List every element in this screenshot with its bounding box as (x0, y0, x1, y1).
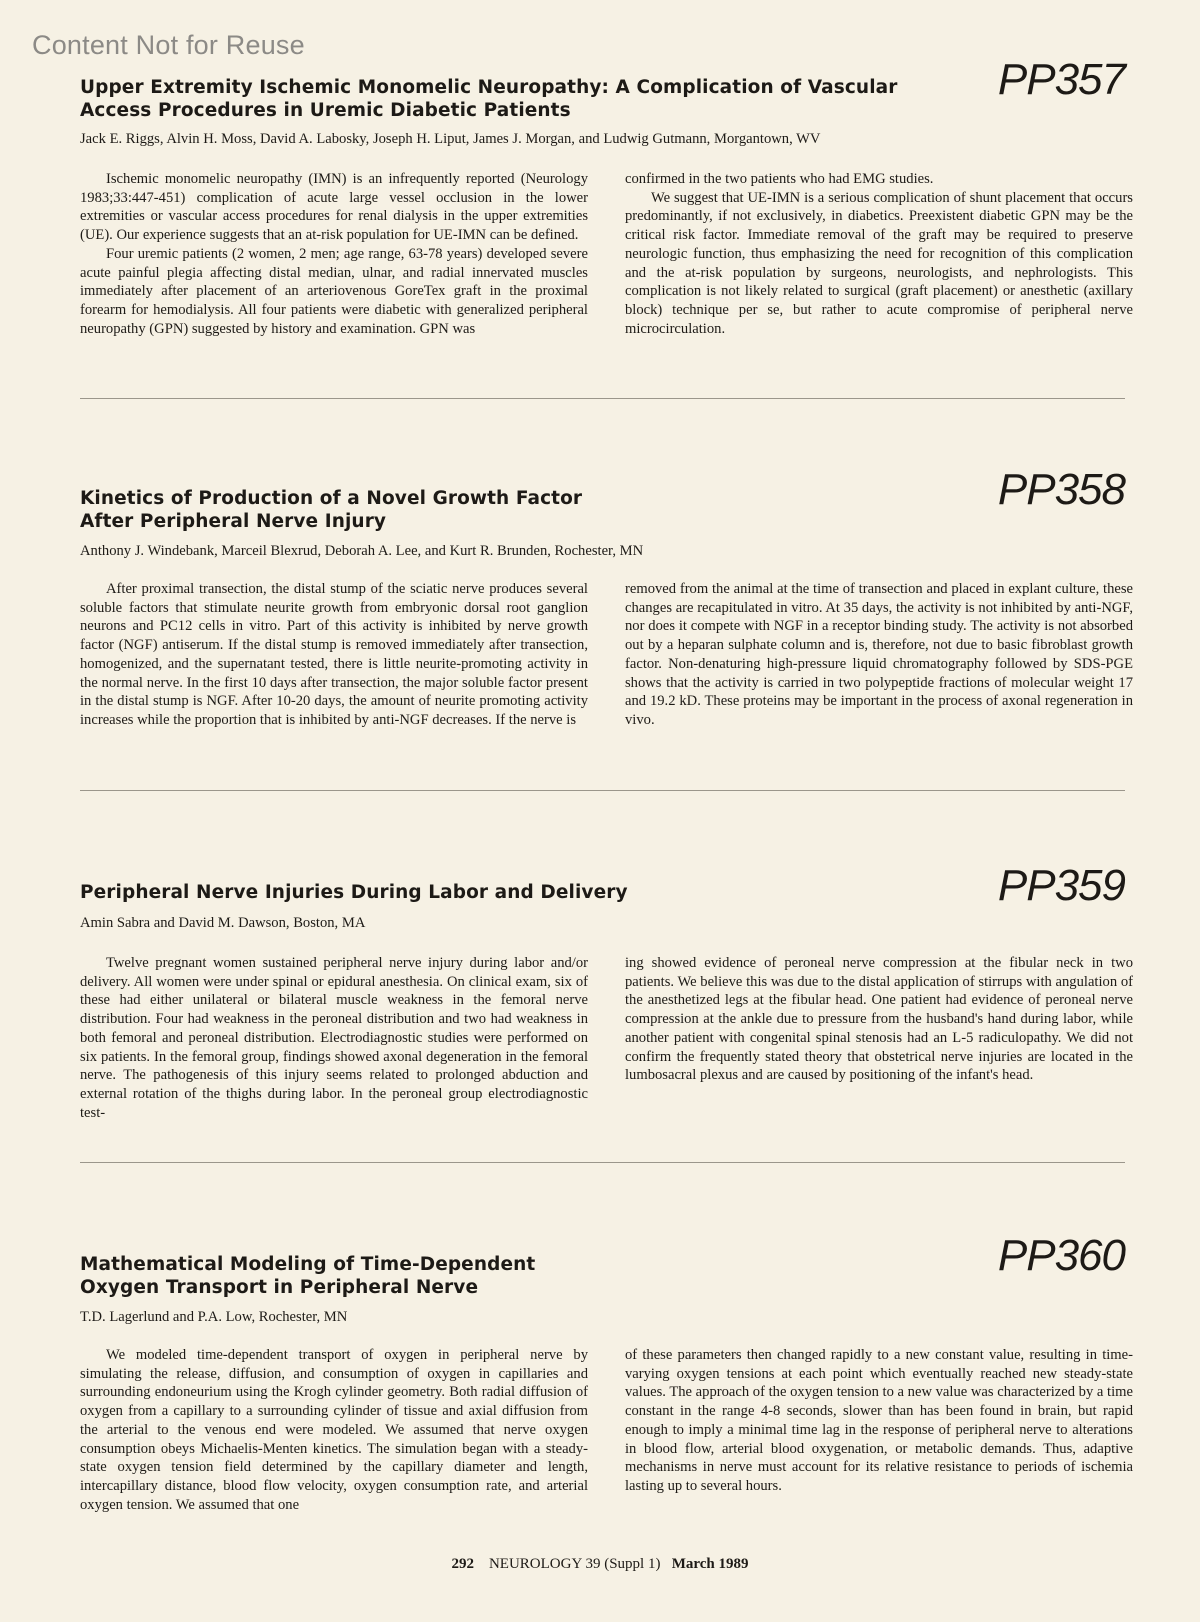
abstract-pp358 (80, 462, 1133, 782)
abstract-number: PP357 (997, 55, 1125, 104)
abstract-right-column (625, 170, 1133, 338)
abstract-paragraph: Ischemic monomelic neuropathy (IMN) is an infrequently reported (Neurology 1983;33:447-451) complication of acute large vessel occlusion in the lower extremities or vascular access procedures for renal dialysis in the upper extremities (UE). Our experience suggests that an at-risk population for UE-IMN can be defined. (80, 171, 588, 244)
journal-citation: NEUROLOGY 39 (Suppl 1) (488, 1556, 661, 1572)
abstract-left-column (80, 954, 588, 1122)
abstract-paragraph: We modeled time-dependent transport of oxygen in peripheral nerve by simulating the release, diffusion, and consumption of oxygen in capillaries and surrounding endoneurium using the Krogh cylinder geometry. Both radial diffusion of oxygen from a capillary to a surrounding cylinder of tissue and axial diffusion from the arterial to the venous end were modeled. We assumed that nerve oxygen consumption obeys Michaelis-Menten kinetics. The simulation began with a steady-state oxygen tension field determined by the capillary diameter and length, intercapillary distance, blood flow velocity, oxygen consumption rate, and arterial oxygen tension. We assumed that one (80, 1347, 588, 1513)
abstract-authors: T.D. Lagerlund and P.A. Low, Rochester, MN (80, 1309, 348, 1325)
abstract-pp359 (80, 858, 1133, 1158)
abstract-paragraph: After proximal transection, the distal stump of the sciatic nerve produces several soluble factors that stimulate neurite growth from embryonic dorsal root ganglion neurons and PC12 cells in vitro. Part of this activity is inhibited by nerve growth factor (NGF) antiserum. If the distal stump is removed immediately after transection, homogenized, and the supernatant tested, there is little neurite-promoting activity in the normal nerve. In the first 10 days after transection, the major soluble factor present in the distal stump is NGF. After 10-20 days, the amount of neurite promoting activity increases while the proportion that is inhibited by anti-NGF decreases. If the nerve is (80, 581, 588, 728)
abstract-paragraph: Twelve pregnant women sustained peripheral nerve injury during labor and/or delivery. All women were under spinal or epidural anesthesia. On clinical exam, six of these had either unilateral or bilateral muscle weakness in the femoral nerve distribution. Four had weakness in the peroneal distribution and two had weakness in both femoral and peroneal distribution. Electrodiagnostic studies were performed on six patients. In the femoral group, findings showed axonal degeneration in the femoral nerve. The pathogenesis of this injury seems related to prolonged abduction and external rotation of the thighs during labor. In the peroneal group electrodiagnostic test- (80, 955, 588, 1121)
section-divider (80, 1162, 1125, 1163)
page-footer (0, 1556, 1200, 1573)
abstract-title: Upper Extremity Ischemic Monomelic Neuropathy: A Complication of Vascular Access Procedures in Uremic Diabetic Patients (80, 77, 898, 121)
section-divider (80, 398, 1125, 399)
abstract-paragraph: of these parameters then changed rapidly to a new constant value, resulting in time-varying oxygen tensions at each point which eventually reached new steady-state values. The approach of the oxygen tension to a new value was characterized by a time constant in the range 4-8 seconds, slower than has been found in brain, but rapid enough to imply a minimal time lag in the response of peripheral nerve to alterations in blood flow, arterial blood oxygenation, or metabolic demands. Thus, adaptive mechanisms in nerve must account for its relative resistance to periods of ischemia lasting up to several hours. (625, 1347, 1133, 1494)
issue-date: March 1989 (671, 1556, 749, 1572)
abstract-paragraph: Four uremic patients (2 women, 2 men; age range, 63-78 years) developed severe acute painful plegia affecting distal median, ulnar, and radial innervated muscles immediately after placement of an arteriovenous GoreTex graft in the proximal forearm for hemodialysis. All four patients were diabetic with generalized peripheral neuropathy (GPN) suggested by history and examination. GPN was (80, 245, 588, 337)
abstract-number: PP360 (997, 1231, 1125, 1280)
abstract-pp357 (80, 52, 1133, 382)
abstract-number: PP358 (997, 465, 1125, 514)
abstract-authors: Jack E. Riggs, Alvin H. Moss, David A. Labosky, Joseph H. Liput, James J. Morgan, and Ludwig Gutmann, Morgantown, WV (80, 131, 821, 147)
abstract-paragraph: removed from the animal at the time of transection and placed in explant culture, these changes are recapitulated in vitro. At 35 days, the activity is not inhibited by anti-NGF, nor does it compete with NGF in a receptor binding study. The activity is not absorbed out by a heparan sulphate column and is, therefore, not due to basic fibroblast growth factor. Non-denaturing high-pressure liquid chromatography followed by SDS-PGE shows that the activity is carried in two polypeptide fractions of molecular weight 17 and 19.2 kD. These proteins may be important in the process of axonal regeneration in vivo. (625, 581, 1133, 728)
abstract-right-column (625, 580, 1133, 730)
abstract-title: Mathematical Modeling of Time-Dependent Oxygen Transport in Peripheral Nerve (80, 1254, 536, 1298)
abstract-paragraph: We suggest that UE-IMN is a serious complication of shunt placement that occurs predominantly, if not exclusively, in diabetics. Preexistent diabetic GPN may be the critical risk factor. Immediate removal of the graft may be required to preserve neurologic function, thus emphasizing the need for recognition of this complication and the at-risk population by surgeons, neurologists, and nephrologists. This complication is not likely related to surgical (graft placement) or anesthetic (axillary block) technique per se, but rather to acute compromise of peripheral nerve microcirculation. (625, 189, 1133, 337)
abstract-number: PP359 (997, 861, 1125, 910)
abstract-right-column (625, 1346, 1133, 1496)
abstract-authors: Amin Sabra and David M. Dawson, Boston, MA (80, 915, 366, 931)
section-divider (80, 790, 1125, 791)
abstract-left-column (80, 1346, 588, 1514)
abstract-left-column (80, 170, 588, 338)
abstract-authors: Anthony J. Windebank, Marceil Blexrud, Deborah A. Lee, and Kurt R. Brunden, Rochester, MN (80, 543, 644, 559)
abstract-paragraph: ing showed evidence of peroneal nerve compression at the fibular neck in two patients. We believe this was due to the distal application of stirrups with angulation of the anesthetized legs at the fibular head. One patient had evidence of peroneal nerve compression at the ankle due to pressure from the husband's hand during labor, while another patient with congenital spinal stenosis had an L-5 radiculopathy. We did not confirm the frequently stated theory that obstetrical nerve injuries are located in the lumbosacral plexus and are caused by positioning of the infant's head. (625, 955, 1133, 1084)
abstract-title: Kinetics of Production of a Novel Growth Factor After Peripheral Nerve Injury (80, 488, 583, 532)
watermark: Content Not for Reuse (32, 30, 305, 60)
abstract-pp360 (80, 1228, 1133, 1548)
abstract-right-column (625, 954, 1133, 1085)
abstract-left-column (80, 580, 588, 730)
abstract-title: Peripheral Nerve Injuries During Labor and Delivery (80, 882, 628, 903)
page-number: 292 (451, 1556, 474, 1572)
abstract-paragraph: confirmed in the two patients who had EMG studies. (625, 171, 934, 187)
